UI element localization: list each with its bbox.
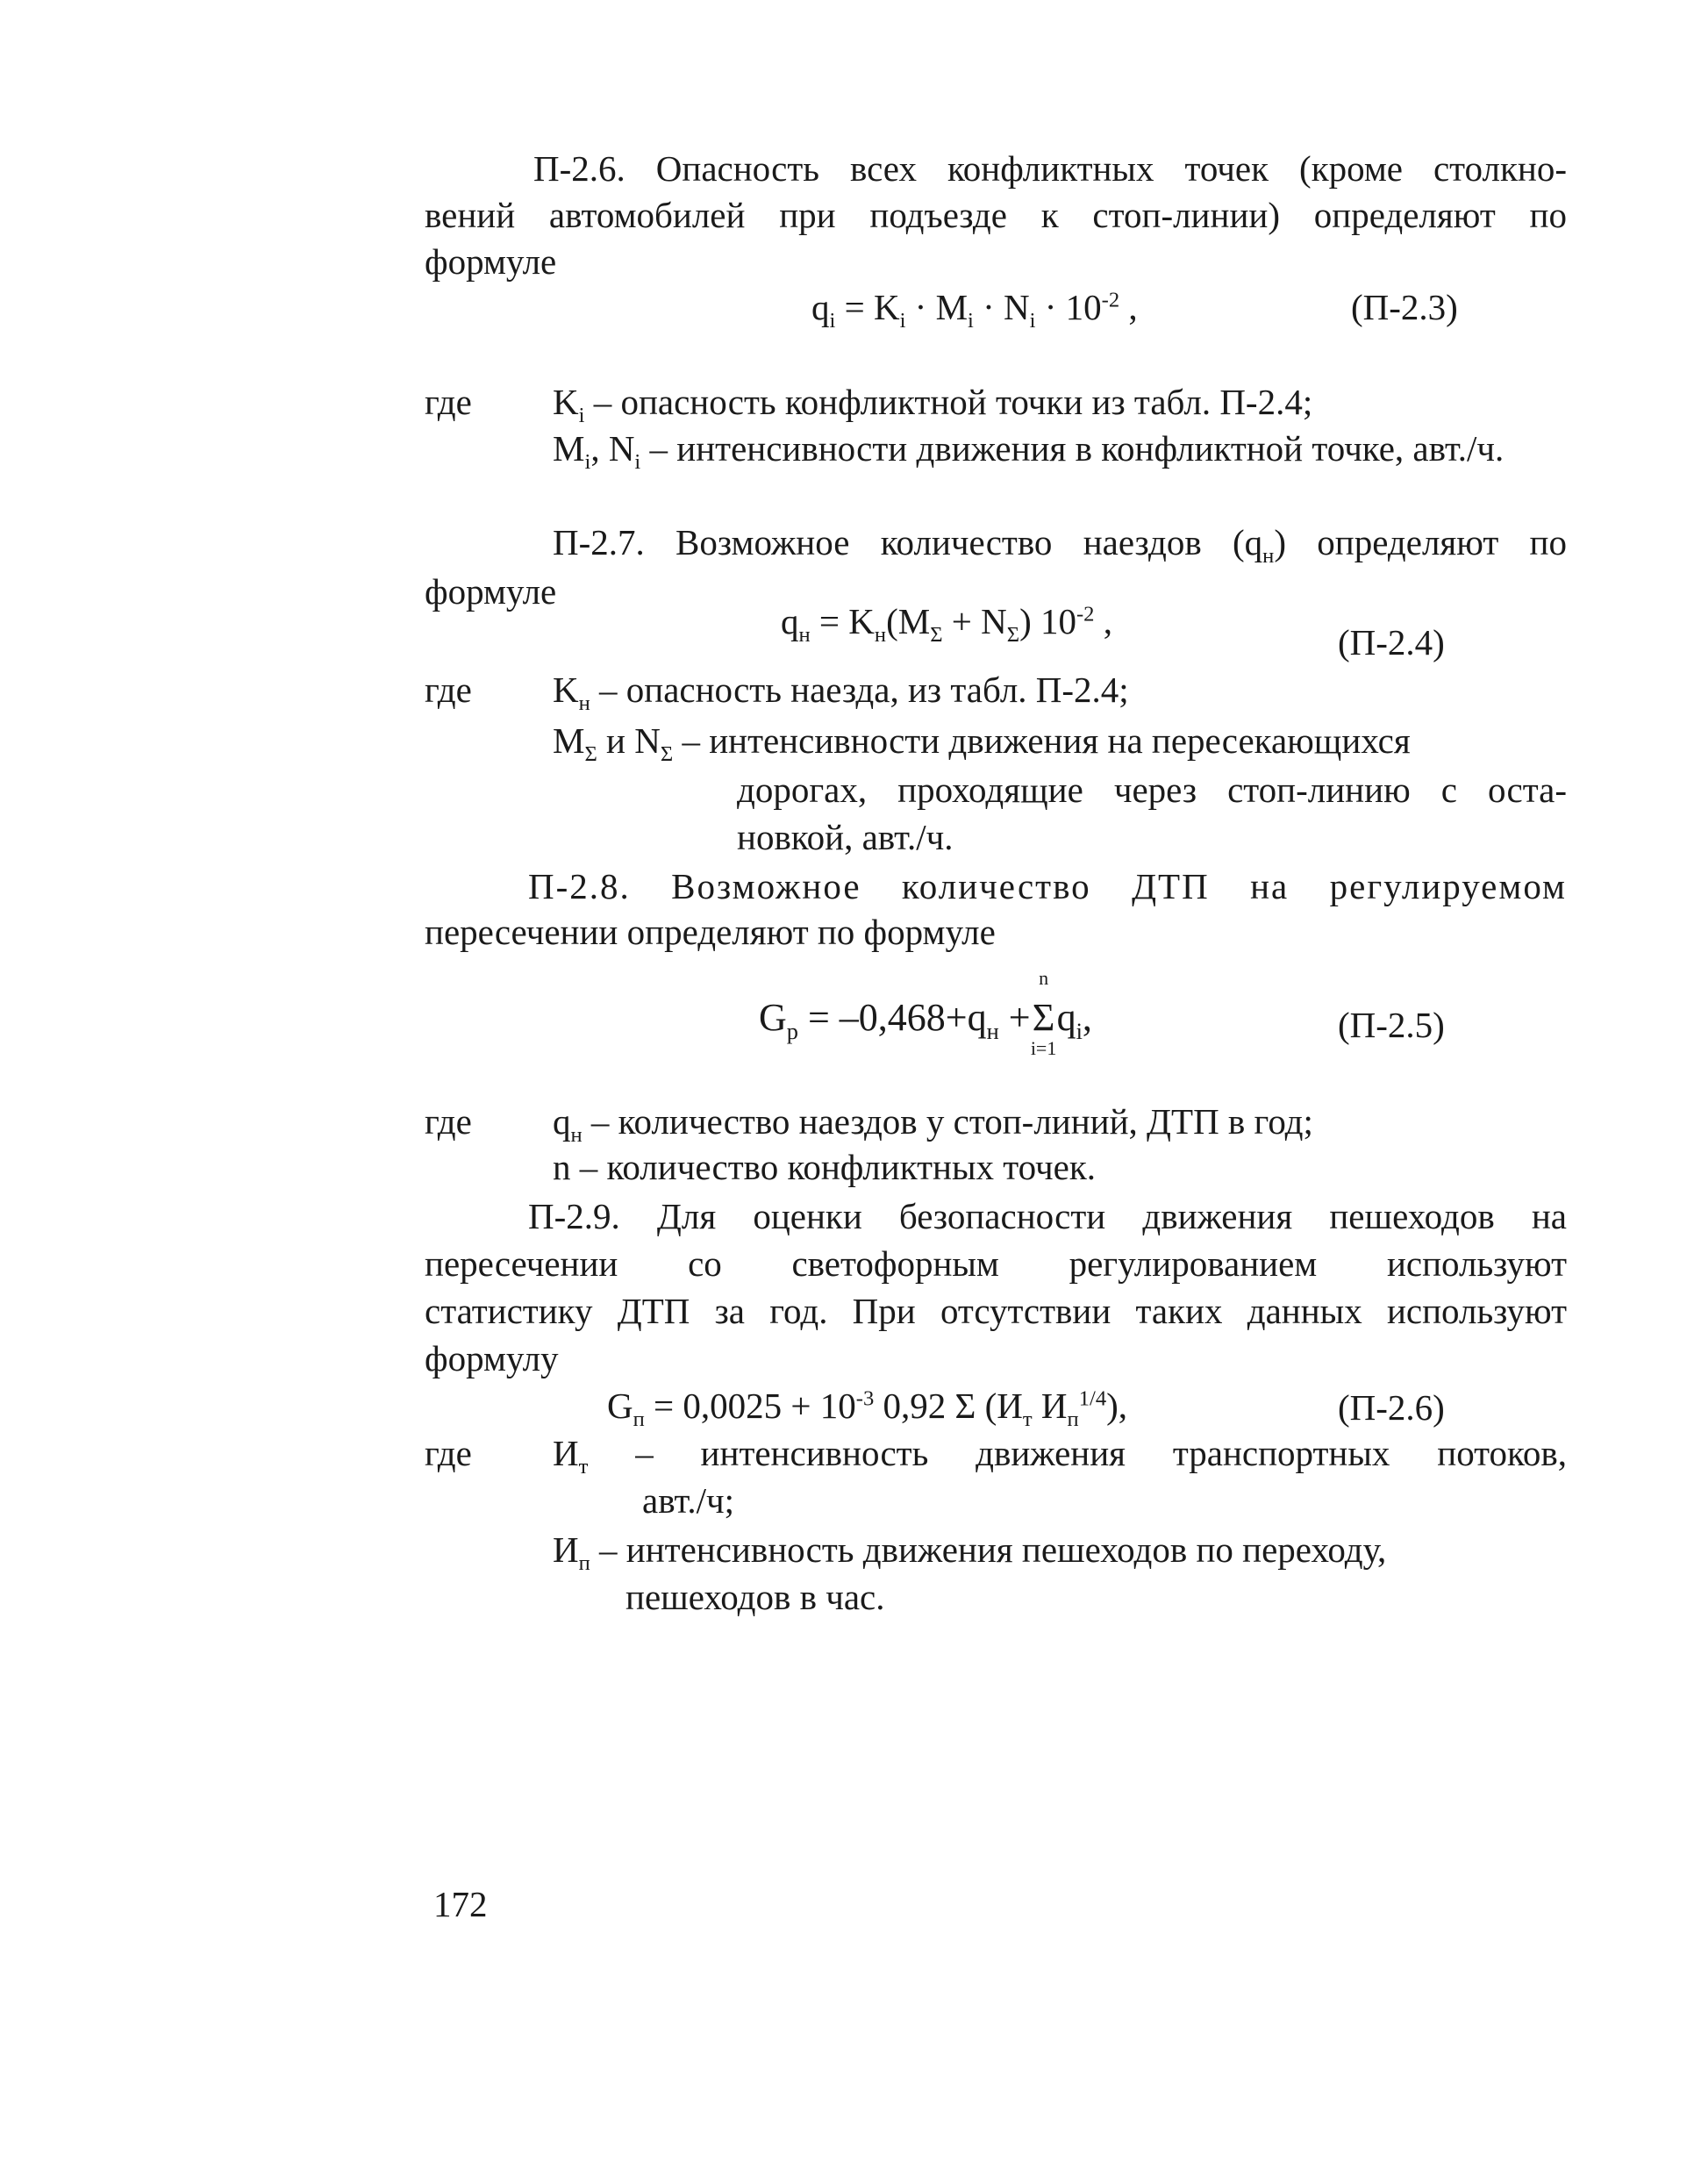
where-label-p2-6: где <box>425 1433 472 1473</box>
paragraph-p27-line-1: П-2.7. Возможное количество наездов $(q_н)$ определяют по <box>553 522 1567 569</box>
formula-p2-6: $G_п = 0,0025 + 10^{-3}$ 0,92 Σ ($И_т$ $И_п^{1/4}$), <box>607 1386 1128 1432</box>
definition-m-n-sigma-cont-1: дорогах, проходящие через стоп-линию с оста- <box>737 770 1567 810</box>
paragraph-p29-line-1: П-2.9. Для оценки безопасности движения пешеходов на <box>528 1196 1567 1236</box>
definition-m-n-sigma-cont-2: новкой, авт./ч. <box>737 817 954 857</box>
definition-q-n: $q_н$ – количество наездов у стоп-линий, ДТП в год; <box>553 1101 1313 1148</box>
definition-m-n-sigma: $M_\Sigma$ и $N_\Sigma$ – интенсивности движения на пересекающихся <box>553 720 1411 767</box>
paragraph-p29-line-2: пересечении со светофорным регулированием используют <box>425 1243 1567 1284</box>
paragraph-p29-line-3: статистику ДТП за год. При отсутствии таких данных используют <box>425 1291 1567 1331</box>
definition-i-p: $И_п$ – интенсивность движения пешеходов по переходу, <box>553 1529 1387 1576</box>
paragraph-p29-line-4: формулу <box>425 1338 559 1378</box>
formula-p2-3: $q_i = K_i \cdot M_i \cdot N_i \cdot 10^{-2}$ , <box>811 287 1138 333</box>
paragraph-p26-line-2: вений автомобилей при подъезде к стоп-линии) определяют по <box>425 195 1567 235</box>
formula-p2-5: $G_р = -0,468+q_н$ + n Σ i=1 $q_i$, <box>759 967 1092 1059</box>
equation-number-p2-3: (П-2.3) <box>1351 287 1458 327</box>
equation-number-p2-5: (П-2.5) <box>1338 1005 1445 1045</box>
definition-n: n – количество конфликтных точек. <box>553 1147 1097 1187</box>
paragraph-p26-line-3: формуле <box>425 241 557 282</box>
equation-number-p2-6: (П-2.6) <box>1338 1387 1445 1428</box>
definition-k-i: $K_i$ – опасность конфликтной точки из табл. П-2.4; <box>553 382 1313 428</box>
paragraph-p28-line-1: П-2.8. Возможное количество ДТП на регулируемом <box>528 866 1567 906</box>
where-label-p2-4: где <box>425 670 472 710</box>
where-label-p2-5: где <box>425 1101 472 1142</box>
paragraph-p26-line-1: П-2.6. Опасность всех конфликтных точек (кроме столкно- <box>533 148 1567 189</box>
definition-m-n-i: $M_i$, $N_i$ – интенсивности движения в конфликтной точке, авт./ч. <box>553 428 1505 475</box>
where-label-p2-3: где <box>425 382 472 422</box>
definition-i-p-cont: пешеходов в час. <box>625 1577 885 1617</box>
definition-i-t-cont: авт./ч; <box>642 1480 735 1521</box>
page-number: 172 <box>433 1884 488 1924</box>
formula-p2-4: $q_н = K_н(M_\Sigma + N_\Sigma)$ $10^{-2}$ , <box>781 601 1112 648</box>
definition-i-t: $И_т$ – интенсивность движения транспортных потоков, <box>553 1433 1567 1479</box>
equation-number-p2-4: (П-2.4) <box>1338 622 1445 662</box>
summation-sign: n Σ i=1 <box>1030 967 1057 1059</box>
definition-k-n: $K_н$ – опасность наезда, из табл. П-2.4; <box>553 670 1129 716</box>
paragraph-p28-line-2: пересечении определяют по формуле <box>425 912 996 952</box>
paragraph-p27-line-2: формуле <box>425 571 557 612</box>
